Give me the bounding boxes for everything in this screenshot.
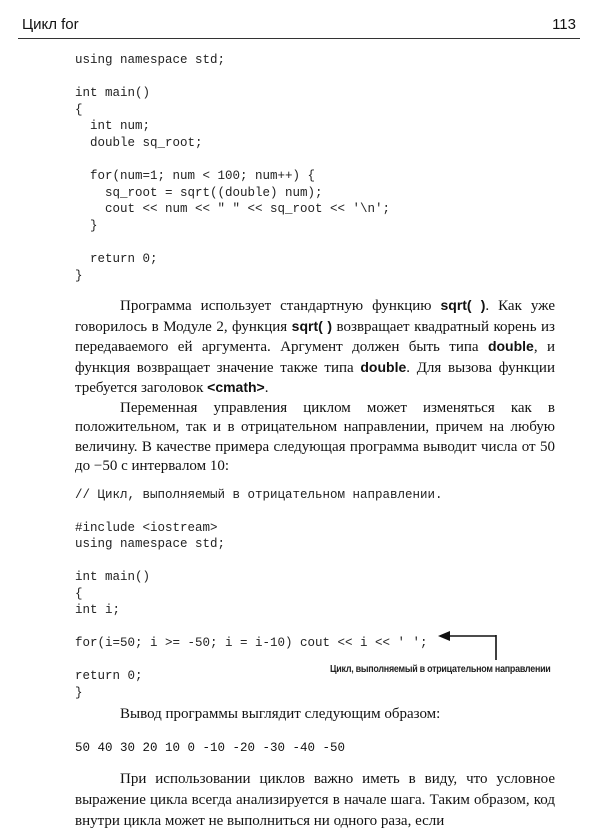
code-line: } (75, 268, 83, 283)
code-line: int i; (75, 603, 121, 618)
text: возвращает квадратный корень из передаваемого ей аргумента. Аргумент должен быть типа (75, 318, 555, 356)
code-line: { (75, 102, 83, 117)
text: Программа использует стандартную функцию (120, 298, 441, 315)
header-rule (18, 38, 580, 39)
code-line: for(num=1; num < 100; num++) { (75, 169, 316, 184)
page-body (75, 52, 555, 832)
keyword: double (360, 358, 407, 375)
code-line: for(i=50; i >= -50; i = i-10) cout << i << ' '; (75, 636, 428, 651)
text: . Для вызова функции требуется заголовок (75, 359, 555, 397)
annotation-arrow-icon (430, 628, 502, 668)
code-line: } (75, 685, 83, 700)
code-line: return 0; (75, 669, 143, 684)
text: . (264, 380, 269, 397)
code-listing-2 (75, 487, 555, 702)
annotation-label: Цикл, выполняемый в отрицательном направлении (330, 662, 551, 675)
keyword: double (487, 338, 534, 355)
code-listing-1 (75, 52, 555, 284)
code-line: using namespace std; (75, 53, 226, 67)
keyword: <cmath> (207, 379, 265, 396)
text: , и функция возвращает значение также типа (75, 339, 555, 376)
text: . Как уже говорилось в Модуле 2, функция (75, 298, 555, 335)
code-line (75, 69, 555, 86)
code-line: int main() (75, 570, 151, 585)
code-line (75, 503, 555, 520)
code-line: #include <iostream> (75, 520, 218, 535)
code-line (75, 152, 555, 169)
paragraph-output-intro: Вывод программы выглядит следующим образом: (120, 706, 441, 723)
code-line: { (75, 586, 83, 601)
running-header-title: Цикл for (22, 16, 79, 33)
code-line: using namespace std; (75, 537, 226, 552)
code-line (75, 553, 555, 570)
code-line: double sq_root; (75, 135, 203, 150)
paragraph-sqrt (75, 296, 555, 399)
paragraph-condition: При использовании циклов важно иметь в виду, что условное выражение цикла всегда анализируется в начале шага. Таким образом, код внутри цикла может не выполниться ни одного раза, если (75, 770, 555, 829)
code-line (75, 235, 555, 252)
program-output: 50 40 30 20 10 0 -10 -20 -30 -40 -50 (75, 740, 346, 755)
code-line: sq_root = sqrt((double) num); (75, 185, 323, 200)
code-line: } (75, 218, 98, 233)
code-line: int num; (75, 119, 151, 134)
code-line: int main() (75, 86, 151, 101)
page-number: 113 (552, 16, 576, 33)
code-comment: // Цикл, выполняемый в отрицательном направлении. (75, 487, 443, 502)
keyword: sqrt( ) (440, 297, 486, 314)
keyword: sqrt( ) (291, 317, 333, 334)
code-line: cout << num << " " << sq_root << '\n'; (75, 202, 391, 217)
code-line: return 0; (75, 252, 158, 267)
paragraph-loop-direction: Переменная управления циклом может изменяться как в положительном, так и в отрицательном направлении, причем на любую величину. В качестве примера следующая программа выводит числа от 50 до −50 с интервалом 10: (75, 399, 555, 475)
